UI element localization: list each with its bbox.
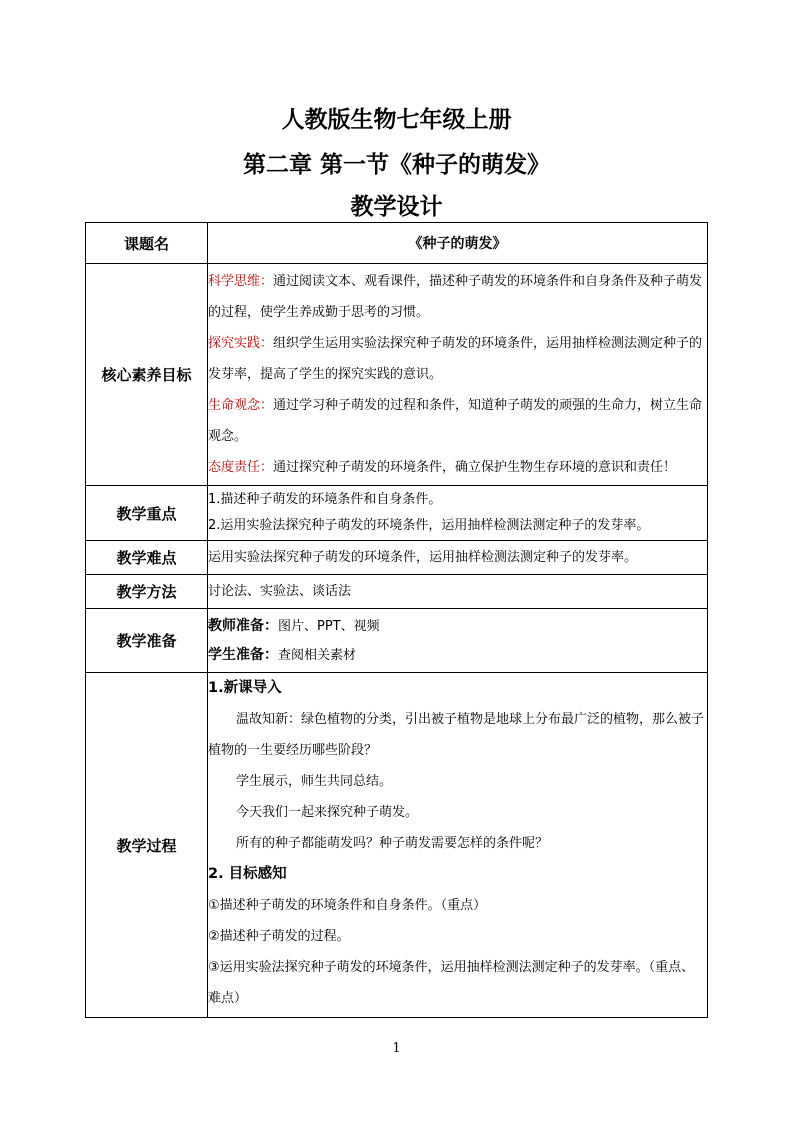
paragraph: 今天我们一起来探究种子萌发。 [236, 805, 419, 820]
table-row [86, 223, 708, 264]
method-label: 教学方法 [86, 575, 208, 609]
chapter-title: 第二章 第一节《种子的萌发》 [242, 152, 550, 178]
focus-cell [208, 486, 708, 541]
table-row [86, 609, 708, 673]
teacher-prep-key: 教师准备： [208, 617, 278, 634]
goals-cell [208, 264, 708, 486]
focus-label: 教学重点 [86, 486, 208, 541]
objective-item: ②描述种子萌发的过程。 [208, 929, 350, 944]
prep-cell [208, 609, 708, 673]
teacher-prep-value: 图片、PPT、视频 [278, 618, 380, 634]
teacher-prep [208, 612, 707, 641]
difficulty-label: 教学难点 [86, 541, 208, 575]
table-row [86, 575, 708, 609]
goal-item [208, 328, 707, 390]
table-row [86, 541, 708, 575]
page-number: 1 [392, 1041, 401, 1056]
goal-item [208, 266, 707, 328]
method-value: 讨论法、实验法、谈话法 [208, 575, 708, 609]
document-title: 人教版生物七年级上册 [281, 107, 512, 133]
student-prep-key: 学生准备： [208, 646, 278, 663]
prep-label: 教学准备 [86, 609, 208, 673]
paragraph: 温故知新：绿色植物的分类，引出被子植物是地球上分布最广泛的植物，那么被子植物的一生要经历哪些阶段？ [208, 712, 705, 758]
section-heading: 2. 目标感知 [208, 866, 287, 882]
design-title: 教学设计 [350, 194, 443, 220]
objective-item: ③运用实验法探究种子萌发的环境条件，运用抽样检测法测定种子的发芽率。（重点、难点） [208, 960, 695, 1006]
goal-key: 生命观念： [208, 398, 274, 413]
goal-item [208, 390, 707, 452]
process-cell [208, 673, 708, 1018]
table-row [86, 673, 708, 1018]
lesson-plan-table [85, 222, 708, 1018]
goal-text: 组织学生运用实验法探究种子萌发的环境条件，运用抽样检测法测定种子的发芽率，提高了学生的探究实践的意识。 [208, 336, 703, 382]
goals-label: 核心素养目标 [86, 264, 208, 486]
difficulty-value: 运用实验法探究种子萌发的环境条件，运用抽样检测法测定种子的发芽率。 [208, 541, 708, 575]
goal-key: 科学思维： [208, 274, 274, 289]
goal-text: 通过学习种子萌发的过程和条件，知道种子萌发的顽强的生命力，树立生命观念。 [208, 398, 703, 444]
goal-key: 态度责任： [208, 460, 274, 475]
goal-text: 通过探究种子萌发的环境条件，确立保护生物生存环境的意识和责任！ [273, 460, 677, 475]
goal-text: 通过阅读文本、观看课件，描述种子萌发的环境条件和自身条件及种子萌发的过程，使学生养成勤于思考的习惯。 [208, 274, 703, 320]
objective-item: ①描述种子萌发的环境条件和自身条件。（重点） [208, 898, 487, 913]
table-row [86, 486, 708, 541]
student-prep-value: 查阅相关素材 [278, 647, 357, 663]
focus-line: 1.描述种子萌发的环境条件和自身条件。 [208, 492, 442, 507]
paragraph: 学生展示，师生共同总结。 [236, 774, 393, 789]
process-label: 教学过程 [86, 673, 208, 1018]
topic-value: 《种子的萌发》 [208, 223, 708, 264]
focus-line: 2.运用实验法探究种子萌发的环境条件，运用抽样检测法测定种子的发芽率。 [208, 518, 650, 533]
table-row [86, 264, 708, 486]
goal-item [208, 452, 707, 483]
topic-label: 课题名 [86, 223, 208, 264]
paragraph: 所有的种子都能萌发吗？种子萌发需要怎样的条件呢？ [236, 836, 549, 851]
goal-key: 探究实践： [208, 336, 274, 351]
section-heading: 1.新课导入 [208, 680, 282, 696]
student-prep [208, 641, 707, 670]
